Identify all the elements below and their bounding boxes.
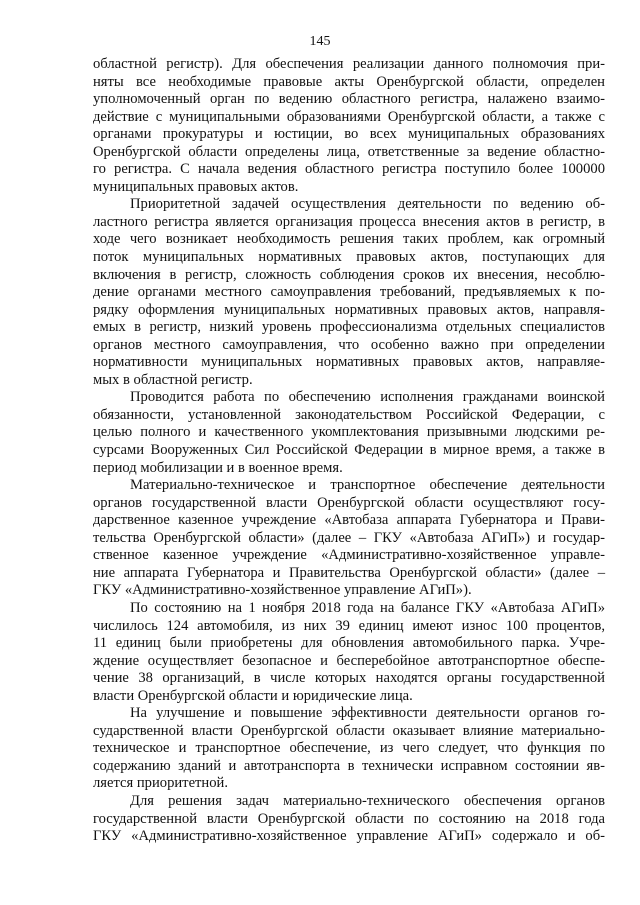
text-line: дение органами местного самоуправления требований, предъявляемых к по- bbox=[93, 284, 605, 301]
text-line: областной регистр). Для обеспечения реализации данного полномочия при- bbox=[93, 56, 605, 72]
text-line: дарственное казенное учреждение «Автобаза аппарата Губернатора и Прави- bbox=[93, 512, 605, 529]
text-line: Для решения задач материально-технического обеспечения органов bbox=[130, 792, 605, 809]
text-line: действие с муниципальными образованиями Оренбургской области, а также с bbox=[93, 108, 605, 125]
text-line: 11 единиц были приобретены для обновления автомобильного парка. Учре- bbox=[93, 635, 605, 652]
text-line: муниципальных правовых актов. bbox=[93, 178, 299, 195]
text-line: На улучшение и повышение эффективности деятельности органов го- bbox=[130, 705, 605, 722]
text-line: го регистра. С начала ведения областного регистра поступило более 100000 bbox=[93, 161, 605, 178]
text-line: няты все необходимые правовые акты Оренбургской области, определен bbox=[93, 73, 605, 90]
text-line: рядку оформления муниципальных нормативных правовых актов, направля- bbox=[93, 301, 605, 318]
text-line: нормативности муниципальных нормативных правовых актов, направляе- bbox=[93, 354, 605, 371]
text-line: ходе чего возникает необходимость решения таких проблем, как огромный bbox=[93, 231, 605, 248]
text-line: уполномоченный орган по ведению областного регистра, налажено взаимо- bbox=[93, 91, 605, 108]
text-line: тельства Оренбургской области» (далее – ГКУ «Автобаза АГиП») и государ- bbox=[93, 529, 605, 546]
text-line: техническое и транспортное обеспечение, из чего следует, что функция по bbox=[93, 740, 605, 757]
text-line: емых в регистр, низкий уровень профессионализма отдельных специалистов bbox=[93, 319, 605, 336]
body-text bbox=[93, 56, 605, 846]
text-line: органов местного самоуправления, что особенно важно при определении bbox=[93, 336, 605, 353]
text-line: ляется приоритетной. bbox=[93, 775, 228, 792]
text-line: Оренбургской области определены лица, ответственные за ведение областно- bbox=[93, 143, 605, 160]
text-line: период мобилизации и в военное время. bbox=[93, 459, 343, 476]
text-line: числилось 124 автомобиля, из них 39 единиц имеют износ 100 процентов, bbox=[93, 617, 605, 634]
text-line: Проводится работа по обеспечению исполнения гражданами воинской bbox=[130, 389, 605, 406]
page-number: 145 bbox=[309, 34, 331, 49]
text-line: поток муниципальных нормативных правовых актов, поступающих для bbox=[93, 249, 605, 266]
text-line: По состоянию на 1 ноября 2018 года на балансе ГКУ «Автобаза АГиП» bbox=[130, 599, 605, 616]
text-line: государственной власти Оренбургской области по состоянию на 2018 года bbox=[93, 810, 605, 827]
text-line: ственное казенное учреждение «Административно-хозяйственное управле- bbox=[93, 547, 605, 564]
text-line: ГКУ «Административно-хозяйственное управление АГиП» содержало и об- bbox=[93, 828, 605, 845]
text-line: ние аппарата Губернатора и Правительства Оренбургской области» (далее – bbox=[93, 564, 605, 581]
text-line: власти Оренбургской области и юридические лица. bbox=[93, 687, 413, 704]
text-line: органов государственной власти Оренбургской области осуществляют госу- bbox=[93, 494, 605, 511]
text-line: сударственной власти Оренбургской области оказывает влияние материально- bbox=[93, 722, 605, 739]
text-line: ГКУ «Административно-хозяйственное управление АГиП»). bbox=[93, 582, 472, 599]
text-line: органами прокуратуры и юстиции, во всех муниципальных образованиях bbox=[93, 126, 605, 143]
text-line: мых в областной регистр. bbox=[93, 371, 253, 388]
text-line: сурсами Вооруженных Сил Российской Федерации в мирное время, а также в bbox=[93, 442, 605, 459]
text-line: целью полного и качественного укомплектования призывными людскими ре- bbox=[93, 424, 605, 441]
text-line: ластного регистра является организация процесса внесения актов в регистр, в bbox=[93, 213, 605, 230]
text-line: ждение осуществляет безопасное и бесперебойное автотранспортное обеспе- bbox=[93, 652, 605, 669]
text-line: чение 38 организаций, в числе которых находятся органы государственной bbox=[93, 670, 605, 687]
text-line: Материально-техническое и транспортное обеспечение деятельности bbox=[130, 477, 605, 494]
text-line: содержанию зданий и автотранспорта в технически исправном состоянии яв- bbox=[93, 757, 605, 774]
text-line: обязанности, установленной законодательством Российской Федерации, с bbox=[93, 406, 605, 423]
text-line: включения в регистр, сложность соблюдения сроков их внесения, несоблю- bbox=[93, 266, 605, 283]
text-line: Приоритетной задачей осуществления деятельности по ведению об- bbox=[130, 196, 605, 213]
